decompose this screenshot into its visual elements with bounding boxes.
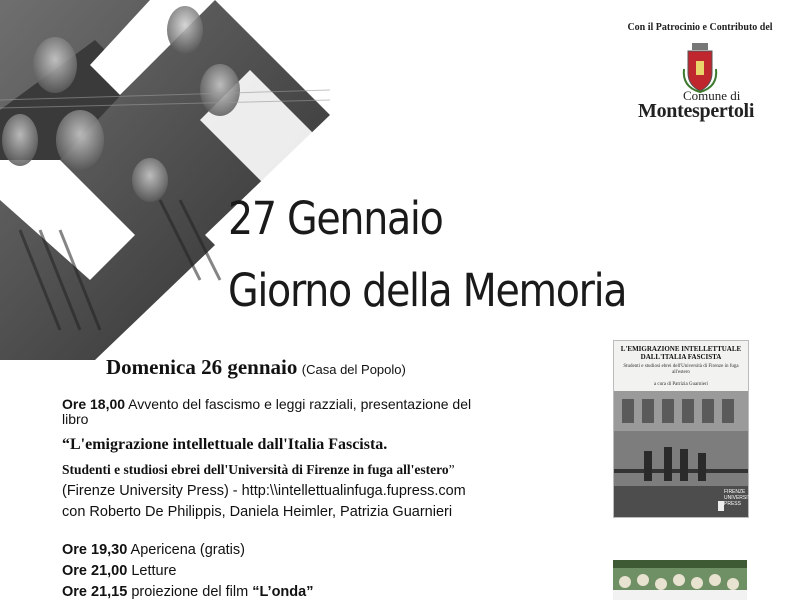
program-text: Apericena (gratis) [127,542,245,558]
film-poster [613,560,747,600]
comune-prefix: Comune di [683,88,741,103]
program-text: Letture [127,563,177,579]
event-day: Domenica 26 gennaio [106,355,298,379]
speakers-line: con Roberto De Philippis, Daniela Heimler, Patrizia Guarnieri [62,504,453,520]
book-title-line [62,437,387,453]
publisher-line: (Firenze University Press) - http:\\intellettualinfuga.fupress.com [62,483,466,499]
municipal-crest-icon [682,43,718,93]
book-close-quote: ” [448,462,455,477]
program-item-continuation [62,411,88,427]
event-header [106,355,406,380]
film-title: “L’onda” [252,584,314,600]
comune-name: Montespertoli [638,100,755,122]
program-time: Ore 21,00 [62,563,128,579]
program-time: Ore 19,30 [62,542,128,558]
book-title: “L'emigrazione intellettuale dall'Italia Fascista. [62,436,388,453]
program-item-1800 [62,396,471,412]
program-item-1930 [62,542,245,558]
patronage-block [600,22,800,93]
book-cover-press: FIRENZE UNIVERSITY PRESS [724,489,754,507]
book-cover-subtitle: Studenti e studiosi ebrei dell'Università di Firenze in fuga all'estero [623,364,739,375]
book-subtitle: Studenti e studiosi ebrei dell'Università di Firenze in fuga all'estero [62,462,449,477]
event-venue: (Casa del Popolo) [301,362,406,377]
book-cover-author-name: Patrizia Guarnieri [672,382,709,387]
book-subtitle-line [62,462,455,478]
patronage-label: Con il Patrocinio e Contributo del [627,22,773,33]
program-time: Ore 18,00 [62,396,126,412]
book-cover-title: L'EMIGRAZIONE INTELLETTUALE DALL'ITALIA FASCISTA [620,345,742,361]
program-time: Ore 21,15 [62,584,128,600]
program-item-2100 [62,563,176,579]
program-text: proiezione del film [127,584,253,600]
headline-date: 27 Gennaio [228,192,443,245]
program-text: Avvento del fascismo e leggi razziali, presentazione del [125,396,472,412]
program-text: libro [62,411,89,427]
program-item-2115 [62,584,313,600]
headline-title: Giorno della Memoria [228,264,627,317]
book-cover-author-prefix: a cura di [653,382,672,387]
book-cover-author [614,382,748,387]
book-cover [613,340,754,518]
